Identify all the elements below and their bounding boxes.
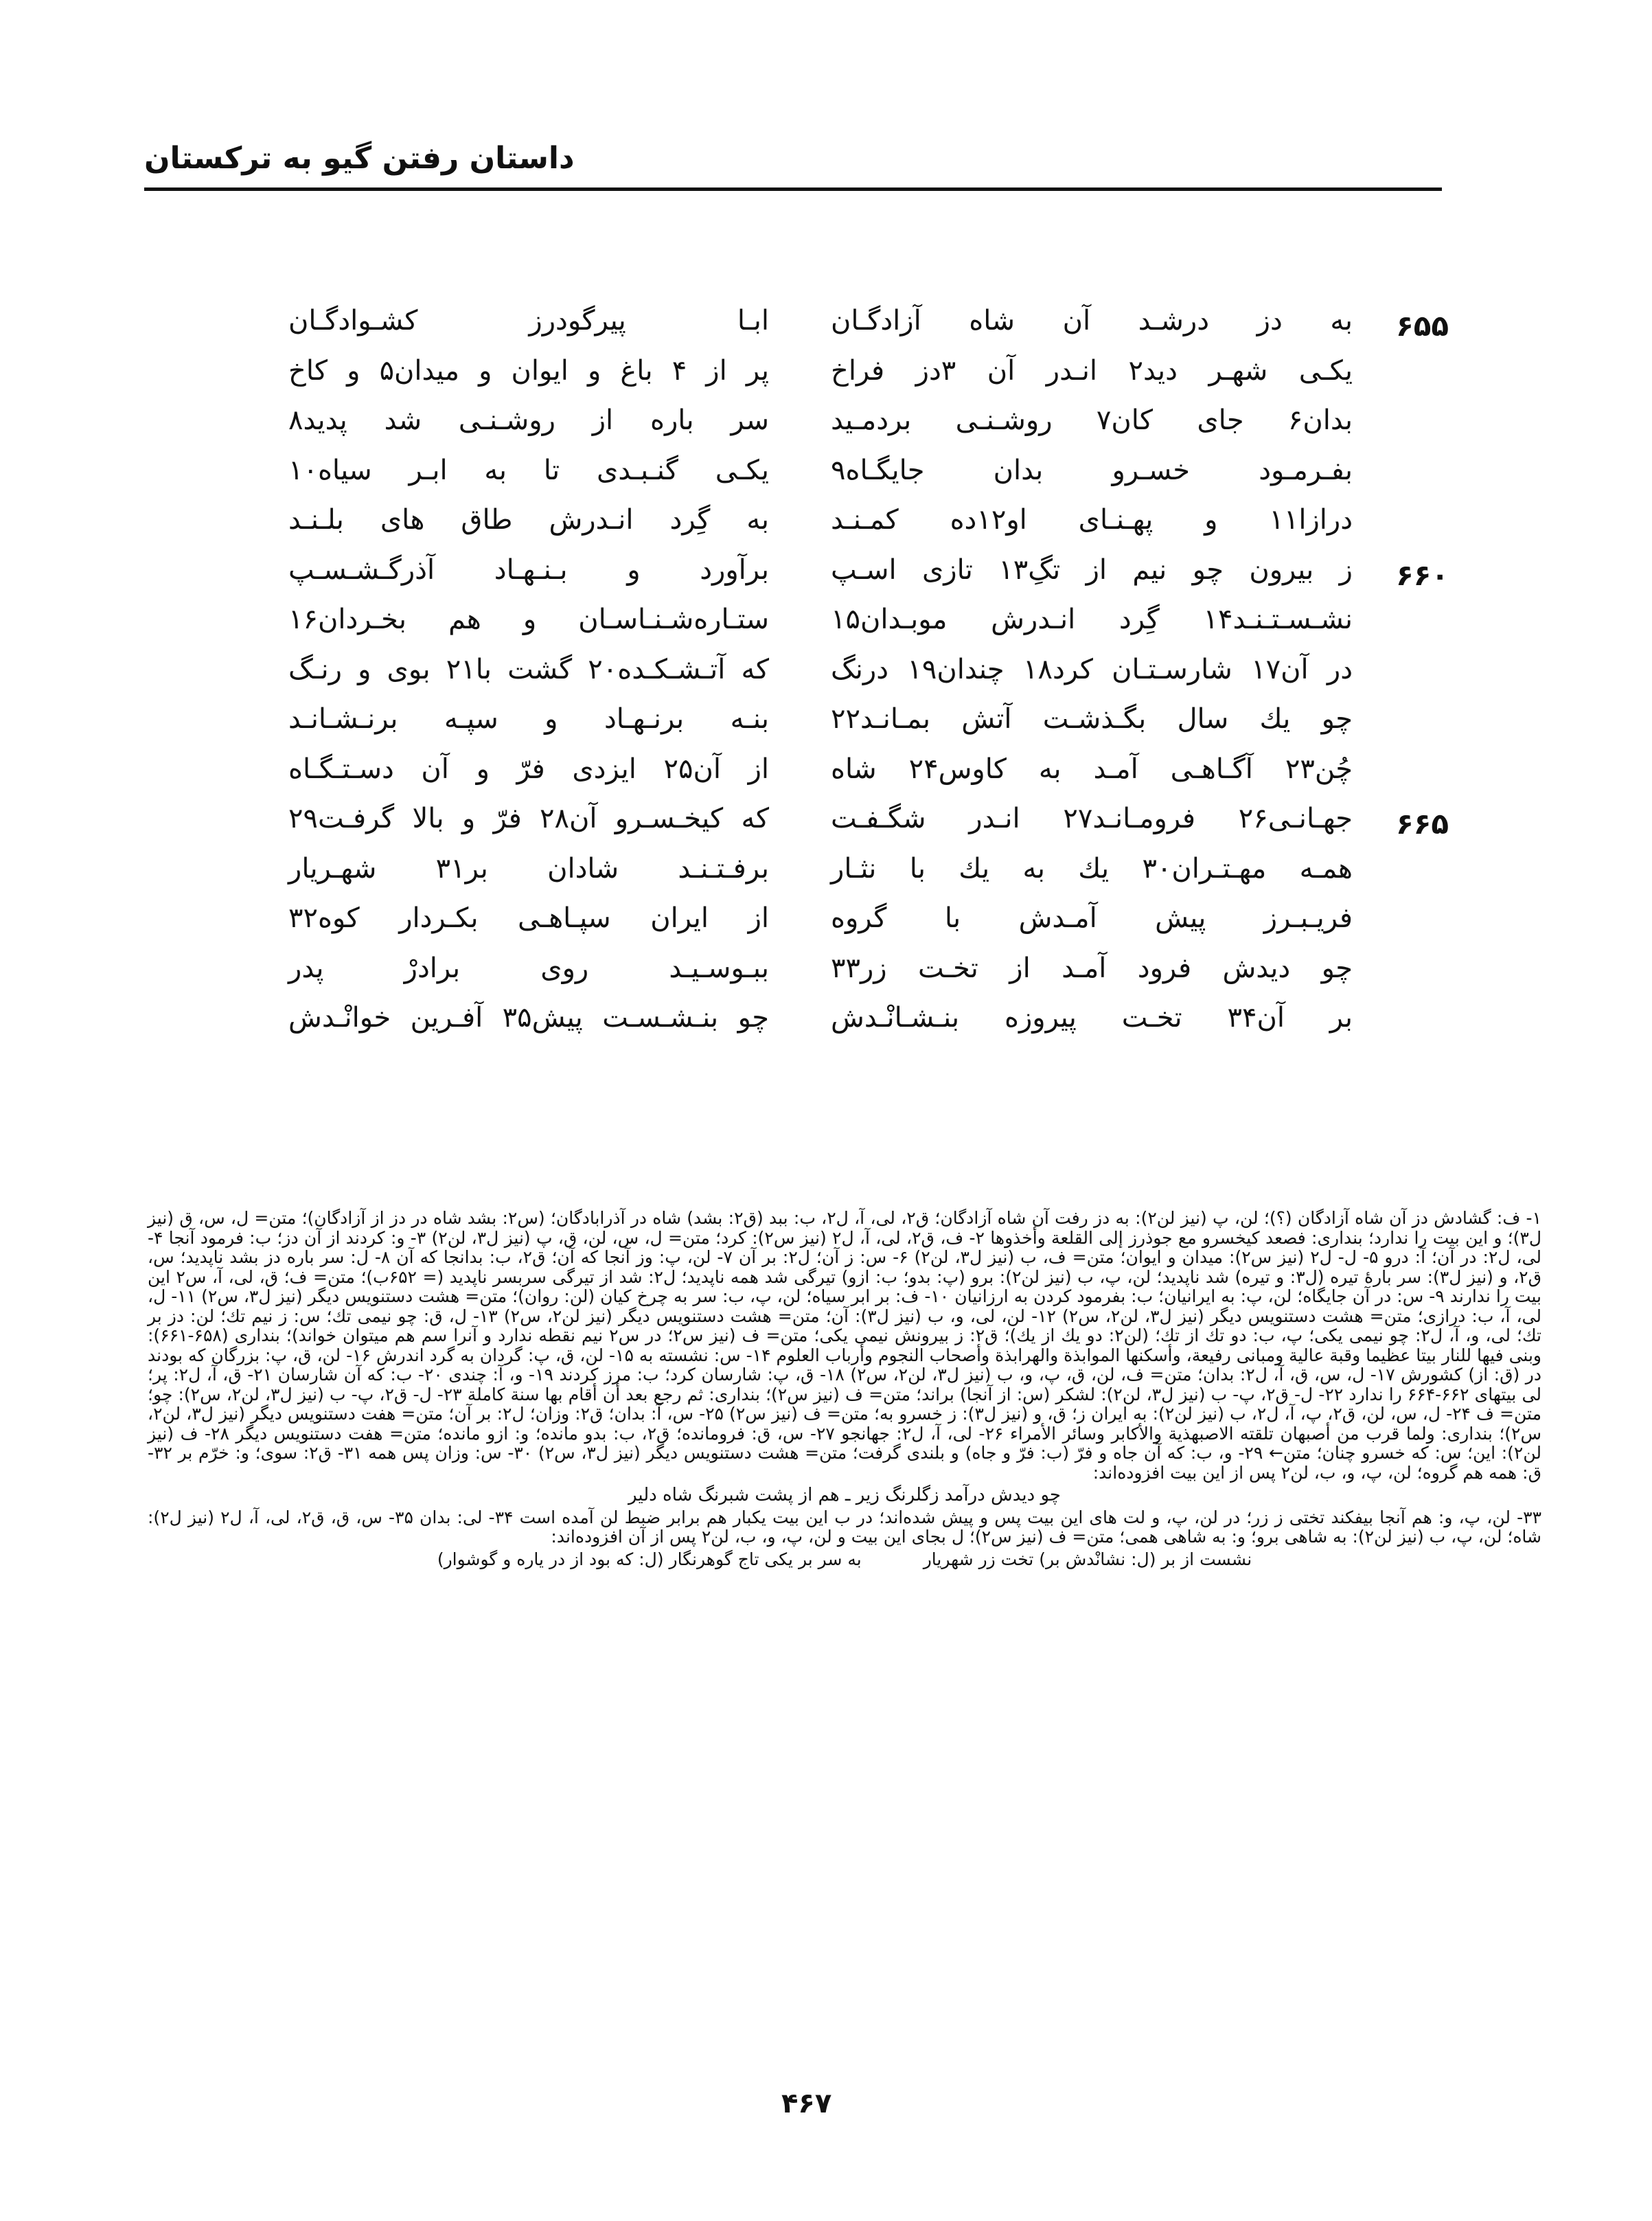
verse-number: ۶۶۵ — [1396, 807, 1449, 841]
hemistich-first: نشـسـتـنـد۱۴ گِرد انـدرش موبـدان۱۵ — [831, 604, 1353, 635]
hemistich-second: که آتـشـکـده۲۰ گشت با۲۱ بوی و رنـگ — [288, 653, 769, 685]
hemistich-first: چو دیدش فرود آمـد از تخـت زر۳۳ — [831, 952, 1353, 984]
hemistich-second: بنـه برنـهـاد و سپـه برنـشـانـد — [288, 703, 769, 735]
verse-row — [227, 601, 1449, 651]
hemistich-first: در آن۱۷ شارسـتـان کرد۱۸ چندان۱۹ درنگ — [831, 653, 1353, 685]
verse-row — [227, 352, 1449, 402]
hemistich-first: جهـانـی۲۶ فرومـانـد۲۷ انـدر شگـفـت — [831, 803, 1353, 834]
hemistich-first: چُن۲۳ آگـاهـی آمـد به کاوس۲۴ شاه — [831, 753, 1353, 785]
hemistich-second: که کیخـسـرو آن۲۸ فرّ و بالا گرفـت۲۹ — [288, 803, 769, 834]
footnote-paragraph-1: ۱- ف: گشادش دز آن شاه آزادگان (؟)؛ لن، پ (نیز لن۲): به دز رفت آن شاه آزادگان؛ ق۲، لی، آ، ل۲، ب: ببد (ق۲: بشد) شاه در آذرابادگان؛ (س۲: بشد شاه در دز از آزادگان)؛ متن= ل، س، ق (نیز ل۳)؛ و این بیت را ندارد؛ بنداری: فصعد کیخسرو مع جوذرز إلی القلعة وأخذوها ۲- ف، ق۲، لی، آ، ل۲ (نیز س۲): کرد؛ متن= ل، س، لن، ق، پ (نیز ل۳، لن۲) ۳- و: کردند از آن دز؛ ب: فرمود آنجا ۴- لی، ل۲: در آن؛ آ: درو ۵- ل- ل۲ (نیز س۲): میدان و ایوان؛ متن= ف، ب (نیز ل۳، لن۲) ۶- س: ز آن؛ ل۲: بر آن ۷- لن، پ: وز آنجا که آن؛ ق۲، ب: بدانجا که آن ۸- ل: سر باره دز بشد ناپدید؛ س، ق۲، و (نیز ل۳): سر بارهٔ تیره (ل۳: و تیره) شد ناپدید؛ لن، پ، ب (نیز لن۲): برو (پ: بدو؛ ب: ازو) تیرگی شد همه ناپدید؛ ل۲: شد از تیرگی سربسر ناپدید (= ۶۵۲ب)؛ متن= ف؛ ق، لی، آ، س۲ این بیت را ندارند ۹- س: در آن جایگاه؛ لن، پ: به ایرانیان؛ ب: بفرمود کردن به ارزانیان ۱۰- ف: بر ابر سیاه؛ لن، پ، ب: سر به چرخ کیان (لن: روان)؛ متن= هشت دستنویس دیگر (نیز ل۳، س۲) ۱۱- ل، لی، آ، ب: درازی؛ متن= هشت دستنویس دیگر (نیز ل۳، لن۲، س۲) ۱۲- لن، لی، و، ب (نیز ل۳): آن؛ متن= هشت دستنویس دیگر (نیز لن۲، س۲) ۱۳- ل، ق: چو نیمی تك؛ س: ز نیم تك؛ لن: دز بر تك؛ لی، و، آ، ل۲: چو نیمی یکی؛ پ، ب: دو تك از تك؛ (لن۲: دو یك از یك)؛ ق۲: ز بیرونش نیمی یکی؛ متن= ف (نیز س۲؛ در س۲ نیم نقطه ندارد و آنرا سم هم میتوان خواند)؛ بنداری (۶۵۸-۶۶۱): وبنی فیها للنار بیتا عظیما وقبة عالیة ومبانی رفیعة، وأسکنها الموابذة والهرابذة وأصحاب النجوم وأرباب العلوم ۱۴- س: نشسته به ۱۵- لن، ق، پ: گردان به گرد اندرش ۱۶- لن، ق، پ: بزرگان که بودند در (ق: از) کشورش ۱۷- ل، س، ق، آ، ل۲: بدان؛ متن= ف، لن، ق، پ، و، ب (نیز ل۳، لن۲، س۲) ۱۸- ق، پ: شارسان کرد؛ ب: مرز کردند ۱۹- و، آ: چندی ۲۰- ب: که آن شارسان ۲۱- ق، آ، ل۲: پر؛ لی بیتهای ۶۶۲-۶۶۴ را ندارد ۲۲- ل- ق۲، پ- ب (نیز ل۳، لن۲): لشکر (س: از آنجا) براند؛ متن= ف (نیز س۲)؛ بنداری: ثم رجع بعد أن أقام بها سنة کاملة ۲۳- ل- ق۲، پ- ب (نیز ل۳، لن۲، س۲): چو؛ متن= ف ۲۴- ل، س، لن، ق۲، پ، آ، ل۲، ب (نیز لن۲): به ایران ز؛ ق، و (نیز ل۳): ز خسرو به؛ متن= ف (نیز س۲) ۲۵- س، آ: بدان؛ ق۲: وزان؛ ل۲: بر آن؛ متن= هفت دستنویس دیگر (نیز ل۳، لن۲، س۲)؛ بنداری: ولما قرب من أصبهان تلقته الاصبهذیة والأکابر وسائر الأمراء ۲۶- لی، آ، ل۲: جهانجو ۲۷- س، ق: فرومانده؛ ق۲، ب: بدو مانده؛ و: ازو مانده؛ متن= هفت دستنویس دیگر ۲۸- ف (نیز لن۲): این؛ س: که خسرو چنان؛ متن← ۲۹- و، ب: که آن جاه و فرّ (ب: فرّ و جاه) و بلندی گرفت؛ متن= هشت دستنویس دیگر (نیز ل۳، س۲) ۳۰- س: وزان پس همه ۳۱- ق۲: سوی؛ و: خرّم بر ۳۲- ق: همه هم گروه؛ لن، پ، و، ب، لن۲ پس از این بیت افزوده‌اند: — [148, 1208, 1542, 1483]
hemistich-second: چو بنـشـسـت پیش۳۵ آفـرین خوانْـدش — [288, 1002, 769, 1034]
verse-number: ۶۵۵ — [1396, 309, 1449, 343]
running-header-title: داستان رفتن گیو به ترکستان — [144, 141, 575, 176]
verse-row — [227, 302, 1449, 352]
hemistich-first: بر آن۳۴ تخـت پیروزه بنـشـانْـدش — [831, 1002, 1353, 1034]
verse-block — [227, 302, 1449, 1049]
hemistich-second: ستـاره‌شـنـاسـان و هم بخـردان۱۶ — [288, 604, 769, 635]
hemistich-second: ببـوسـیـد روی برادرْ پدر — [288, 952, 769, 984]
verse-row — [227, 999, 1449, 1049]
footnote-paragraph-2: ۳۳- لن، پ، و: هم آنجا بیفکند تختی ز زر؛ در لن، پ، و لت های این بیت پس و پیش شده‌اند؛ در ب این بیت یکبار هم برابر ضبط لن آمده است ۳۴- لی: بدان ۳۵- س، ق، ق۲، لی، آ، ل۲ (نیز ل۲): شاه؛ لن، پ، ب (نیز لن۲): به شاهی برو؛ و: به شاهی همی؛ متن= ف (نیز س۲)؛ ل بجای این بیت و لن، پ، و، ب، لن۲ پس از آن افزوده‌اند: — [148, 1507, 1541, 1547]
hemistich-second: برفـتـنـد شادان بر۳۱ شهـریار — [288, 852, 769, 885]
hemistich-second: برآورد و بـنـهـاد آذرگـشـسـپ — [288, 554, 769, 586]
verse-row — [227, 950, 1449, 1000]
hemistich-second: از آن۲۵ ایزدی فرّ و آن دسـتـگـاه — [288, 753, 770, 785]
hemistich-first: یکـی شهـر دید۲ انـدر آن ۳دز فراخ — [831, 354, 1353, 387]
verse-row — [227, 551, 1449, 602]
verse-row — [227, 501, 1449, 551]
hemistich-first: به دز درشـد آن شاه آزادگـان — [831, 305, 1353, 337]
hemistich-first: همـه مهـتـران۳۰ یك به یك با نثـار — [831, 852, 1353, 885]
hemistich-first: بدان۶ جای کان۷ روشـنـی بردمـید — [831, 405, 1353, 436]
hemistich-second: از ایران سپـاهـی بکـردار کوه۳۲ — [288, 902, 769, 934]
verse-row — [227, 900, 1449, 950]
verse-row — [227, 850, 1449, 900]
verse-row — [227, 701, 1449, 751]
hemistich-second: سر باره از روشـنـی شد پدید۸ — [288, 405, 769, 436]
verse-row — [227, 651, 1449, 701]
footnote-inserted-verse-2 — [148, 1550, 1541, 1570]
hemistich-first: فریـبـرز پیش آمـدش با گروه — [831, 902, 1353, 934]
hemistich-first: بفـرمـود خسـرو بدان جایگـاه۹ — [831, 454, 1353, 486]
inserted-verse-2-right: نشست از بر (ل: نشانْدش بر) تخت زر شهریار — [923, 1549, 1252, 1569]
verse-row — [227, 452, 1449, 502]
hemistich-second: ابـا پیرگودرز کشـوادگـان — [288, 305, 769, 337]
verse-row — [227, 800, 1449, 850]
hemistich-second: یکـی گنـبـدی تا به ابـر سیاه۱۰ — [288, 454, 769, 486]
header-rule — [144, 187, 1442, 191]
footnotes — [148, 1209, 1541, 1572]
hemistich-first: چو یك سال بگـذشـت آتش بمـانـد۲۲ — [831, 703, 1353, 735]
hemistich-first: درازا۱۱ و پهـنـای او۱۲ده کمـنـد — [831, 504, 1353, 536]
hemistich-second: به گِرد انـدرش طاق های بلـنـد — [288, 504, 769, 536]
inserted-verse-2-left: به سر بر یکی تاج گوهرنگار (ل: که بود از در یاره و گوشوار) — [437, 1549, 862, 1569]
hemistich-first: ز بیرون چو نیم از تگِ۱۳ تازی اسـپ — [831, 554, 1353, 586]
verse-row — [227, 402, 1449, 452]
verse-number: ۶۶۰ — [1396, 558, 1449, 592]
page-number: ۴۶۷ — [781, 2088, 832, 2119]
footnote-inserted-verse-1: چو دیدش درآمد زگلرنگ زیر ـ هم از پشت شبرنگ شاه دلیر — [628, 1485, 1061, 1505]
verse-row — [227, 751, 1449, 801]
hemistich-second: پر از ۴ باغ و ایوان و میدان۵ و کاخ — [288, 354, 770, 387]
